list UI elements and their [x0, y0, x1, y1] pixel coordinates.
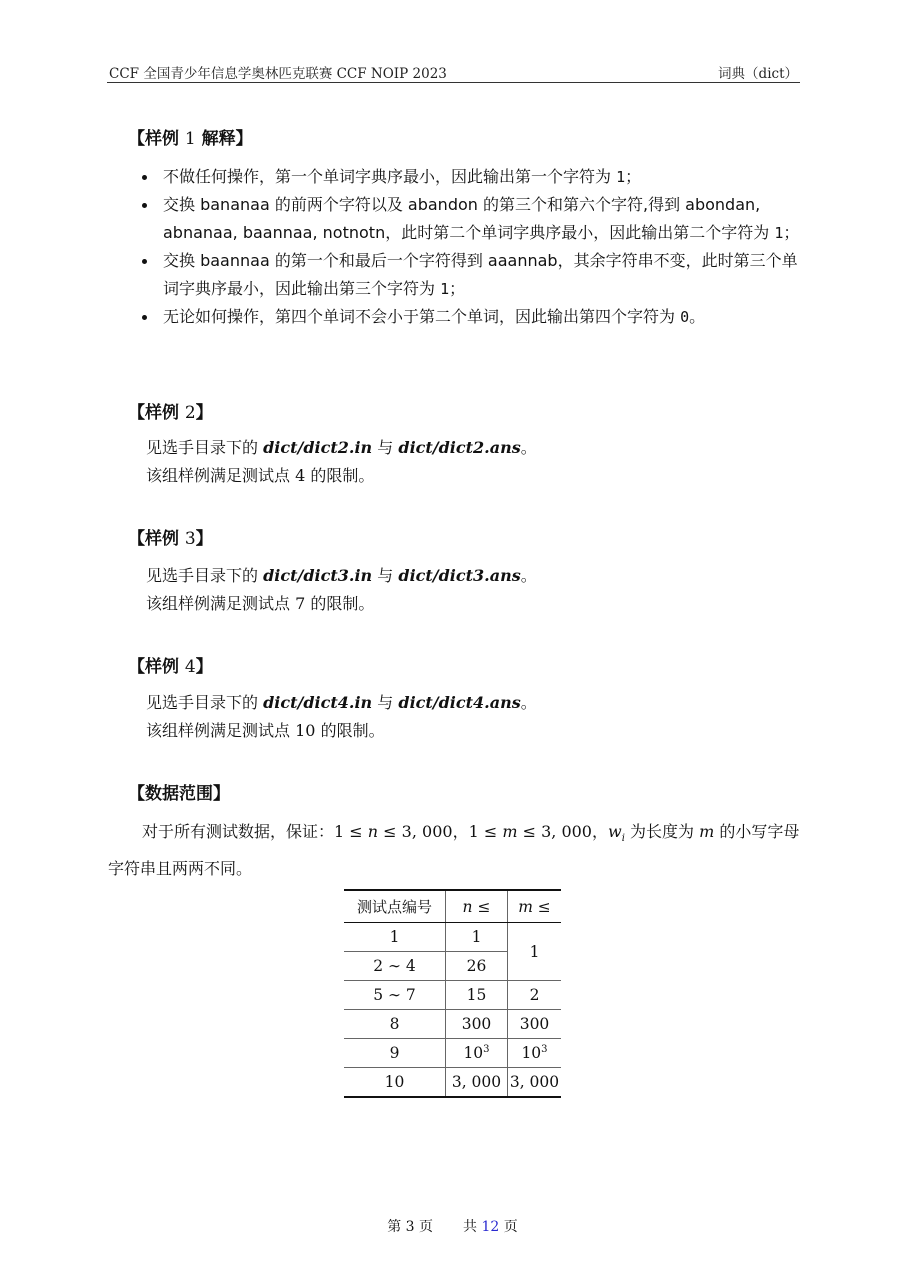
- sample4-body: 见选手目录下的 dict/dict4.in 与 dict/dict4.ans。 该组样例满足测试点 10 的限制。: [146, 693, 537, 740]
- table-row: 2 ∼ 4 26: [344, 952, 561, 981]
- sample4-heading: 【样例 4】: [128, 657, 213, 677]
- sample-in-file: dict/dict2.in: [263, 438, 373, 457]
- bullet-dot-icon: [142, 315, 147, 320]
- total-pages-link[interactable]: 12: [481, 1219, 500, 1235]
- sample3-body: 见选手目录下的 dict/dict3.in 与 dict/dict3.ans。 该组样例满足测试点 7 的限制。: [146, 566, 537, 613]
- column-header: 测试点编号: [344, 890, 446, 923]
- sample2-heading: 【样例 2】: [128, 403, 213, 423]
- sample1-explain-heading: 【样例 1 解释】: [128, 129, 253, 149]
- test-limits-table: [344, 889, 561, 1098]
- page-header: [107, 62, 800, 83]
- explain-item: 不做任何操作，第一个单词字典序最小，因此输出第一个字符为 1；: [140, 163, 805, 191]
- table-row: 8 300 300: [344, 1010, 561, 1039]
- sample-ans-file: dict/dict4.ans: [398, 693, 521, 712]
- bullet-dot-icon: [142, 259, 147, 264]
- table-row: 5 ∼ 7 15 2: [344, 981, 561, 1010]
- header-problem-name: 词典（dict）: [718, 66, 798, 82]
- bullet-dot-icon: [142, 203, 147, 208]
- table-row: 1 1 1: [344, 923, 561, 952]
- column-header: m ≤: [508, 890, 562, 923]
- explain-item: 交换 bananaa 的前两个字符以及 abandon 的第三个和第六个字符,得到 abondan, abnanaa, baannaa, notnotn，此时第二个单词字典序最小，因此输出第二个字符为 1；: [140, 191, 805, 247]
- table-row: 9 $10^3$ $10^3$: [344, 1039, 561, 1068]
- page-footer: 第 3 页 共 12 页: [387, 1219, 518, 1235]
- sample-in-file: dict/dict3.in: [263, 566, 373, 585]
- data-range-text: 对于所有测试数据，保证：1 ≤ n ≤ 3, 000，1 ≤ m ≤ 3, 000，$w_i$ 为长度为 m 的小写字母字符串且两两不同。: [108, 822, 800, 879]
- current-page-number: 3: [405, 1219, 415, 1235]
- bullet-dot-icon: [142, 175, 147, 180]
- sample3-heading: 【样例 3】: [128, 529, 213, 549]
- data-range-heading: 【数据范围】: [128, 784, 230, 804]
- sample-ans-file: dict/dict3.ans: [398, 566, 521, 585]
- table-header-row: [344, 890, 561, 923]
- sample-in-file: dict/dict4.in: [263, 693, 373, 712]
- header-contest-title: CCF 全国青少年信息学奥林匹克联赛 CCF NOIP 2023: [109, 66, 447, 82]
- sample2-body: 见选手目录下的 dict/dict2.in 与 dict/dict2.ans。 该组样例满足测试点 4 的限制。: [146, 438, 537, 485]
- sample-ans-file: dict/dict2.ans: [398, 438, 521, 457]
- explain-item: 无论如何操作，第四个单词不会小于第二个单词，因此输出第四个字符为 0。: [140, 303, 805, 331]
- explain-item: 交换 baannaa 的第一个和最后一个字符得到 aaannab，其余字符串不变，此时第三个单词字典序最小，因此输出第三个字符为 1；: [140, 247, 805, 303]
- column-header: n ≤: [446, 890, 508, 923]
- table-row: 10 3, 000 3, 000: [344, 1068, 561, 1098]
- sample1-explain-list: [140, 163, 805, 331]
